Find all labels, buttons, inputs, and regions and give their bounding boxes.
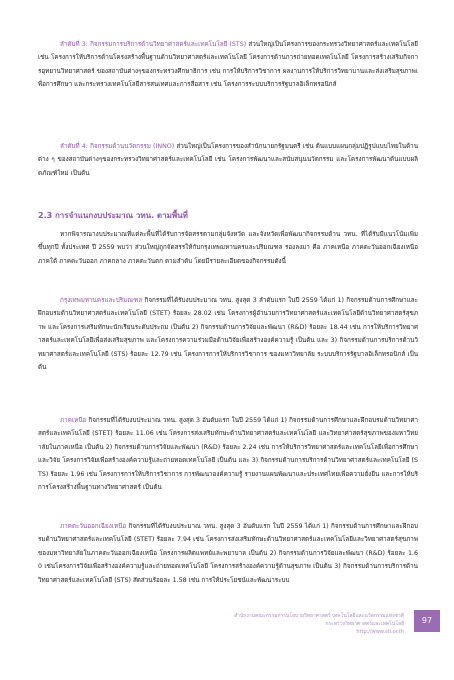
page-number: 97 (414, 610, 440, 632)
paragraph-sts (38, 38, 418, 92)
northeast-lead: ภาคตะวันออกเฉียงเหนือ (60, 523, 127, 530)
paragraph-northeast (38, 520, 418, 587)
section-heading: 2.3 การจำแนกงบประมาณ วทน. ตามพื้นที่ (38, 211, 188, 220)
sts-body: ส่วนใหญ่เป็นโครงการของกระทรวงวิทยาศาสตร์และเทคโนโลยี เช่น โครงการให้บริการด้านโครงสร้างพื้นฐานด้านวิทยาศาสตร์และเทคโนโลยี โครงการด้านการถ่ายทอดเทคโนโลยี โครงการสร้างเสริมกิจการอุทยานวิทยาศาสตร์ ของสถาบันต่างๆของกระทรวงศึกษาธิการ เช่น การให้บริการวิชาการ ผลงานการให้บริการวิทยาบานและส่งเสริมสุขภาพเพื่อการศึกษา และกระทรวงเทคโนโลยีสารสนเทศและการสื่อสาร เช่น โครงการระบบบริการรัฐบาลอิเล็กทรอนิกส์ (38, 41, 418, 89)
paragraph-inno (38, 140, 418, 180)
paragraph-north (38, 414, 418, 494)
footer-line-1: สำนักงานคณะกรรมการนโยบายวิทยาศาสตร์ เทคโนโลยีและนวัตกรรมแห่งชาติ (234, 613, 404, 619)
sts-lead: ลำดับที่ 3: กิจกรรมการบริการด้านวิทยาศาสตร์และเทคโนโลยี (STS) (60, 41, 247, 48)
north-body: กิจกรรมที่ได้รับงบประมาณ วทน. สูงสุด 3 อันดับแรก ในปี 2559 ได้แก่ 1) กิจกรรมด้านการศึกษาและฝึกอบรมด้านวิทยาศาสตร์และเทคโนโลยี (STET) ร้อยละ 11.06 เช่น โครงการส่งเสริมทักษะด้านวิทยาศาสตร์และเทคโนโลยี และวิทยาศาสตร์สุขภาพของมหาวิทยาลัยในภาคเหนือ เป็นต้น 2) กิจกรรมด้านการวิจัยและพัฒนา (R&D) ร้อยละ 2.24 เช่น การให้บริการวิทยาศาสตร์และเทคโนโลยีเพื่อการศึกษาและวิจัย โครงการวิจัยเพื่อสร้างองค์ความรู้และถ่ายทอดเทคโนโลยี เป็นต้น และ 3) กิจกรรมด้านการบริการด้านวิทยาศาสตร์และเทคโนโลยี (STS) ร้อยละ 1.96 เช่น โครงการการให้บริการวิชาการ การพัฒนาองค์ความรู้ รายงานแผนพัฒนาและประเทศไทยเพื่อความยั่งยืน และการให้บริการโครงสร้างพื้นฐานทางวิทยาศาสตร์ เป็นต้น (38, 417, 418, 492)
footer-organization (214, 612, 404, 636)
footer-line-2: กระทรวงวิทยาศาสตร์และเทคโนโลยี (325, 621, 404, 627)
paragraph-area: หากพิจารณางบประมาณที่แต่ละพื้นที่ได้รับการจัดสรรตามกลุ่มจังหวัด และจังหวัดเพื่อพัฒนากิจกรรมด้าน วทน. ที่ได้รับมีแนวโน้มเพิ่มขึ้นทุกปี ทั้งประเทศ ปี 2559 พบว่า ส่วนใหญ่ถูกจัดสรรให้กับกรุงเทพมหานครและปริมณฑล รองลงมา คือ ภาคเหนือ ภาคตะวันออกเฉียงเหนือ ภาคใต้ ภาคตะวันออก ภาคกลาง ภาคตะวันตก ตามลำดับ โดยมีรายละเอียดของกิจกรรมดังนี้ (38, 231, 418, 265)
paragraph-bangkok (38, 294, 418, 374)
bangkok-body: กิจกรรมที่ได้รับงบประมาณ วทน. สูงสุด 3 ลำดับแรก ในปี 2559 ได้แก่ 1) กิจกรรมด้านการศึกษาและฝึกอบรมด้านวิทยาศาสตร์และเทคโนโลยี (STET) ร้อยละ 28.02 เช่น โครงการผู้อำนวยการวิทยาศาสตร์และเทคโนโลยีด้านวิทยาศาสตร์สุขภาพ และโครงการเสริมทักษะนักเรียนระดับประถม เป็นต้น 2) กิจกรรมด้านการวิจัยและพัฒนา (R&D) ร้อยละ 18.44 เช่น การให้บริการวิทยาศาสตร์และเทคโนโลยีเพื่อส่งเสริมสุขภาพ และโครงการความร่วมมือด้านวิจัยเพื่อสร้างองค์ความรู้ เป็นต้น และ 3) กิจกรรมด้านการบริการด้านวิทยาศาสตร์และเทคโนโลยี (STS) ร้อยละ 12.79 เช่น โครงการการให้บริการวิชาการ ของมหาวิทยาลัย ระบบบริการรัฐบาลอิเล็กทรอนิกส์ เป็นต้น (38, 297, 418, 372)
bangkok-lead: กรุงเทพมหานครและปริมณฑล (60, 297, 143, 304)
northeast-body: กิจกรรมที่ได้รับงบประมาณ วทน. สูงสุด 3 อันดับแรก ในปี 2559 ได้แก่ 1) กิจกรรมด้านการศึกษาและฝึกอบรมด้านวิทยาศาสตร์และเทคโนโลยี (STET) ร้อยละ 7.94 เช่น โครงการส่งเสริมทักษะด้านวิทยาศาสตร์และเทคโนโลยีและวิทยาศาสตร์สุขภาพของมหาวิทยาลัยในภาคตะวันออกเฉียงเหนือ โครงการผลิตแพทย์และพยาบาล เป็นต้น 2) กิจกรรมด้านการวิจัยและพัฒนา (R&D) ร้อยละ 1.60 เช่นโครงการวิจัยเพื่อสร้างองค์ความรู้และถ่ายทอดเทคโนโลยี โครงการสร้างองค์ความรู้ด้านสุขภาพ เป็นต้น 3) กิจกรรมด้านการบริการด้านวิทยาศาสตร์และเทคโนโลยี (STS) สัดส่วนร้อยละ 1.58 เช่น การให้ประโยชน์และพัฒนาระบบ (38, 523, 418, 584)
inno-body: ส่วนใหญ่เป็นโครงการของสำนักนายกรัฐมนตรี เช่น ต้นแบบแผนกลุ่มปฏิรูปแบบไทยในด้านต่าง ๆ ของสถาบันต่างๆของกระทรวงวิทยาศาสตร์และเทคโนโลยี เช่น โครงการพัฒนาและสนับสนุนนวัตกรรม และโครงการพัฒนาต้นแบบผลิตภัณฑ์ใหม่ เป็นต้น (38, 143, 418, 177)
north-lead: ภาคเหนือ (60, 417, 87, 424)
footer-url[interactable]: http://www.sti.or.th (356, 629, 404, 635)
inno-lead: ลำดับที่ 4: กิจกรรมด้านนวัตกรรม (INNO) (60, 143, 175, 150)
